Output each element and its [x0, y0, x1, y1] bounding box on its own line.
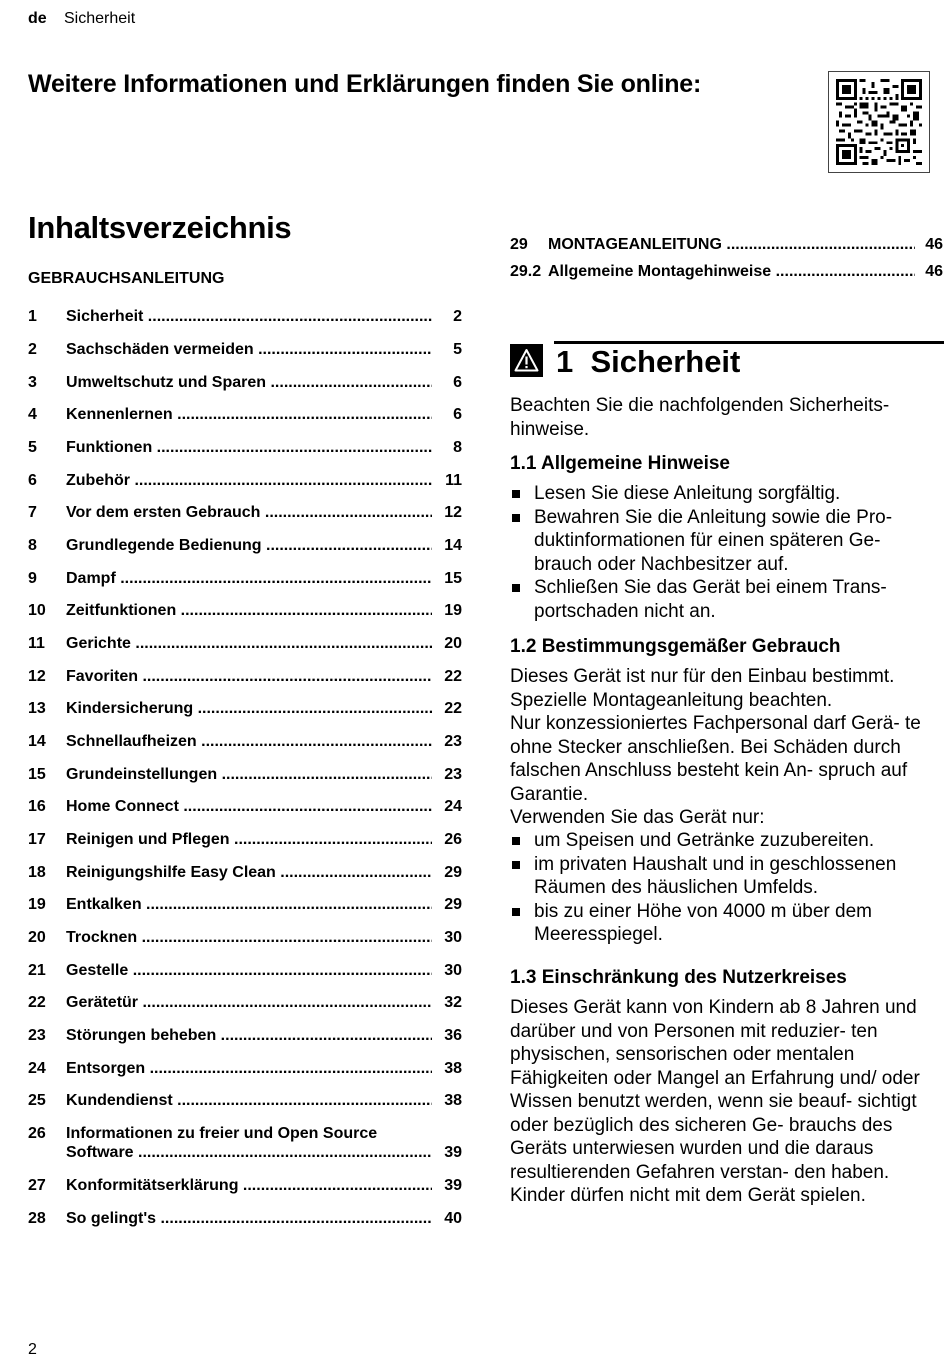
list-item-text: um Speisen und Getränke zuzubereiten. — [534, 830, 875, 851]
bullet-square-icon — [512, 837, 520, 845]
toc-entry-number: 2 — [28, 341, 37, 358]
toc-entry-title: Schnellaufheizen ..... — [66, 732, 432, 751]
toc-entry-title-line: Informationen zu freier und Open Source — [66, 1125, 378, 1142]
online-info-heading: Weitere Informationen und Erklärungen finden Sie online: — [28, 70, 702, 98]
toc-entry-number: 10 — [28, 602, 46, 619]
toc-entry[interactable] — [28, 863, 462, 882]
toc-entry-page: 6 — [453, 374, 462, 391]
toc-entry-number: 24 — [28, 1060, 46, 1077]
toc-entry-page: 46 — [925, 263, 943, 280]
list-item-text: Bewahren Sie die Anleitung sowie die Pro- duktinformationen für einen späteren Ge- brauch oder Nachbesitzer auf. — [534, 506, 893, 575]
bullet-square-icon — [512, 861, 520, 869]
toc-entry-title: Sicherheit ..... — [66, 307, 432, 326]
section-1-3-text — [510, 996, 942, 1208]
toc-title: Inhaltsverzeichnis — [28, 210, 292, 245]
toc-entry-number: 22 — [28, 994, 46, 1011]
intro-line-2: hinweise. — [510, 418, 590, 440]
page-number: 2 — [28, 1341, 37, 1358]
toc-entry[interactable] — [28, 373, 462, 392]
toc-entry[interactable] — [28, 830, 462, 849]
list-item — [510, 576, 942, 623]
toc-entry-title: Grundeinstellungen ..... — [66, 765, 432, 784]
toc-entry-number: 29.2 — [510, 263, 542, 280]
toc-entry-number: 6 — [28, 472, 37, 489]
toc-entry-number: 11 — [28, 635, 45, 652]
toc-entry[interactable] — [28, 993, 462, 1012]
toc-entry[interactable] — [28, 405, 462, 424]
toc-entry[interactable] — [28, 667, 462, 686]
toc-entry[interactable] — [28, 1176, 462, 1195]
toc-entry-page: 26 — [444, 831, 462, 848]
toc-entry-number: 18 — [28, 864, 46, 881]
toc-entry-page: 12 — [444, 504, 462, 521]
subsection-heading-1-1: 1.1 Allgemeine Hinweise — [510, 453, 730, 474]
toc-entry-page: 46 — [925, 236, 943, 253]
toc-entry-title: Reinigen und Pflegen ..... — [66, 830, 432, 849]
toc-entry-number: 19 — [28, 896, 46, 913]
list-item — [510, 853, 942, 900]
toc-entry-number: 17 — [28, 831, 46, 848]
paragraph: Dieses Gerät kann von Kindern ab 8 Jahren und darüber und von Personen mit reduzier- ten physischen, sensorischen oder mentalen Fähigkeiten oder Mangel an Erfahrung und/ oder Wissen benutzt werden, wenn sie beauf- sichtigt oder bezüglich des sicheren Ge- brauchs des Geräts unterwiesen wurden und die daraus resultierenden Gefahren verstan- den haben. — [510, 997, 920, 1183]
toc-entry-title: Funktionen ..... — [66, 438, 432, 457]
toc-entry-number: 4 — [28, 406, 37, 423]
toc-entry-number: 9 — [28, 570, 37, 587]
toc-entry[interactable] — [510, 262, 943, 281]
toc-entry-page: 30 — [444, 962, 462, 979]
toc-entry-page: 20 — [444, 635, 462, 652]
toc-entry-number: 26 — [28, 1125, 46, 1142]
toc-entry-title: Home Connect ..... — [66, 797, 432, 816]
list-item-text: bis zu einer Höhe von 4000 m über dem Meeresspiegel. — [534, 900, 872, 945]
qr-code-icon — [836, 79, 922, 165]
toc-entry-title: Kennenlernen ..... — [66, 405, 432, 424]
toc-entry-number: 27 — [28, 1177, 46, 1194]
toc-entry-number: 21 — [28, 962, 46, 979]
toc-entry-page: 11 — [445, 472, 462, 489]
toc-entry-number: 23 — [28, 1027, 46, 1044]
warning-triangle-icon — [510, 344, 543, 377]
section-intro — [510, 394, 942, 441]
toc-entry-page: 6 — [453, 406, 462, 423]
toc-entry-number: 1 — [28, 308, 37, 325]
toc-entry-number: 16 — [28, 798, 46, 815]
section-title: Sicherheit — [590, 344, 741, 379]
list-item-text: Schließen Sie das Gerät bei einem Trans- portschaden nicht an. — [534, 577, 887, 622]
list-item-text: Lesen Sie diese Anleitung sorgfältig. — [534, 483, 841, 504]
toc-entry-title: Favoriten ..... — [66, 667, 432, 686]
paragraph: Nur konzessioniertes Fachpersonal darf Gerä- te ohne Stecker anschließen. Bei Schäden durch falschen Anschluss besteht kein An- spruch auf Garantie. — [510, 713, 921, 805]
toc-entry[interactable] — [28, 601, 462, 620]
toc-entry-page: 24 — [444, 798, 462, 815]
toc-entry-page: 36 — [444, 1027, 462, 1044]
toc-entry-page: 22 — [444, 700, 462, 717]
subsection-heading-1-2: 1.2 Bestimmungsgemäßer Gebrauch — [510, 636, 841, 657]
list-item — [510, 482, 942, 506]
toc-entry-page: 2 — [453, 308, 462, 325]
paragraph: Dieses Gerät ist nur für den Einbau bestimmt. Spezielle Montageanleitung beachten. — [510, 666, 895, 711]
toc-entry-page: 29 — [444, 864, 462, 881]
bullet-square-icon — [512, 514, 520, 522]
paragraph: Kinder dürfen nicht mit dem Gerät spielen. — [510, 1185, 866, 1206]
toc-entry-title: Entsorgen ..... — [66, 1059, 432, 1078]
toc-entry-page: 22 — [444, 668, 462, 685]
running-header-section: Sicherheit — [64, 10, 136, 27]
toc-entry[interactable] — [28, 797, 462, 816]
toc-entry-page: 5 — [453, 341, 462, 358]
section-1-2-text — [510, 665, 942, 830]
toc-entry-title: Sachschäden vermeiden ..... — [66, 340, 432, 359]
toc-entry-title: So gelingt's ..... — [66, 1209, 432, 1228]
toc-entry-title: Kundendienst ..... — [66, 1091, 432, 1110]
toc-entry[interactable] — [28, 1026, 462, 1045]
bullet-square-icon — [512, 584, 520, 592]
list-item — [510, 900, 942, 947]
bullet-square-icon — [512, 490, 520, 498]
toc-entry-title: Umweltschutz und Sparen ..... — [66, 373, 432, 392]
toc-entry-title: Grundlegende Bedienung ..... — [66, 536, 432, 555]
toc-entry-title: Zubehör ..... — [66, 471, 432, 490]
language-code: de — [28, 10, 47, 27]
toc-entry[interactable] — [28, 699, 462, 718]
toc-entry-title: Entkalken ..... — [66, 895, 432, 914]
toc-entry-title — [66, 1124, 432, 1162]
bullet-square-icon — [512, 908, 520, 916]
toc-entry[interactable] — [28, 471, 462, 490]
toc-entry-title: Konformitätserklärung ..... — [66, 1176, 432, 1195]
toc-entry-title: Reinigungshilfe Easy Clean ..... — [66, 863, 432, 882]
list-item — [510, 506, 942, 577]
toc-entry[interactable] — [28, 1124, 462, 1164]
toc-entry[interactable] — [28, 503, 462, 522]
paragraph: Verwenden Sie das Gerät nur: — [510, 807, 765, 828]
toc-entry-number: 15 — [28, 766, 46, 783]
toc-entry[interactable] — [28, 895, 462, 914]
toc-entry-number: 8 — [28, 537, 37, 554]
list-item — [510, 829, 942, 853]
subsection-heading-1-3: 1.3 Einschränkung des Nutzerkreises — [510, 967, 847, 988]
toc-entry-number: 20 — [28, 929, 46, 946]
toc-entry-number: 29 — [510, 236, 528, 253]
toc-entry-title: MONTAGEANLEITUNG ..... — [548, 235, 915, 254]
toc-entry[interactable] — [28, 569, 462, 588]
toc-entry-title-line: Software ..... — [66, 1143, 432, 1162]
toc-entry-title: Vor dem ersten Gebrauch ..... — [66, 503, 432, 522]
toc-entry-page: 14 — [444, 537, 462, 554]
toc-entry-page: 38 — [444, 1060, 462, 1077]
toc-entry-number: 28 — [28, 1210, 46, 1227]
toc-entry-number: 25 — [28, 1092, 46, 1109]
toc-entry-number: 13 — [28, 700, 46, 717]
toc-entry-title: Dampf ..... — [66, 569, 432, 588]
toc-entry-page: 15 — [444, 570, 462, 587]
list-item-text: im privaten Haushalt und in geschlossenen Räumen des häuslichen Umfelds. — [534, 853, 897, 898]
toc-entry-title: Kindersicherung ..... — [66, 699, 432, 718]
toc-entry[interactable] — [28, 1059, 462, 1078]
toc-entry-page: 39 — [444, 1177, 462, 1194]
toc-entry[interactable] — [28, 765, 462, 784]
toc-entry[interactable] — [28, 1209, 462, 1228]
toc-entry-page: 8 — [453, 439, 462, 456]
toc-entry-page: 38 — [444, 1092, 462, 1109]
toc-entry-number: 7 — [28, 504, 37, 521]
toc-entry-title: Gerichte ..... — [66, 634, 432, 653]
toc-entry[interactable] — [28, 340, 462, 359]
toc-entry-title: Gestelle ..... — [66, 961, 432, 980]
toc-entry[interactable] — [510, 235, 943, 254]
toc-entry-title: Allgemeine Montagehinweise ..... — [548, 262, 915, 281]
toc-entry-title: Störungen beheben ..... — [66, 1026, 432, 1045]
qr-code — [828, 71, 930, 173]
toc-entry-title: Gerätetür ..... — [66, 993, 432, 1012]
toc-entry-page: 40 — [444, 1210, 462, 1227]
toc-entry-page: 23 — [444, 766, 462, 783]
intro-line-1: Beachten Sie die nachfolgenden Sicherheits- — [510, 395, 890, 416]
toc-entry-number: 12 — [28, 668, 46, 685]
toc-entry[interactable] — [28, 307, 462, 326]
toc-entry-title: Zeitfunktionen ..... — [66, 601, 432, 620]
bullet-list-1-2 — [510, 829, 942, 947]
toc-entry[interactable] — [28, 928, 462, 947]
toc-entry[interactable] — [28, 961, 462, 980]
toc-entry-number: 3 — [28, 374, 37, 391]
toc-entry-number: 5 — [28, 439, 37, 456]
bullet-list-1-1 — [510, 482, 942, 623]
toc-entry-number: 14 — [28, 733, 46, 750]
toc-entry-page: 23 — [444, 733, 462, 750]
section-heading — [556, 344, 740, 380]
toc-entry[interactable] — [28, 1091, 462, 1110]
toc-entry[interactable] — [28, 438, 462, 457]
toc-entry[interactable] — [28, 634, 462, 653]
section-number: 1 — [556, 344, 574, 379]
toc-entry-page: 39 — [444, 1144, 462, 1161]
toc-entry-page: 19 — [444, 602, 462, 619]
toc-subhead: GEBRAUCHSANLEITUNG — [28, 270, 225, 287]
toc-entry-page: 30 — [444, 929, 462, 946]
toc-entry-page: 32 — [444, 994, 462, 1011]
toc-entry[interactable] — [28, 732, 462, 751]
toc-entry-page: 29 — [444, 896, 462, 913]
toc-entry[interactable] — [28, 536, 462, 555]
toc-entry-title: Trocknen ..... — [66, 928, 432, 947]
